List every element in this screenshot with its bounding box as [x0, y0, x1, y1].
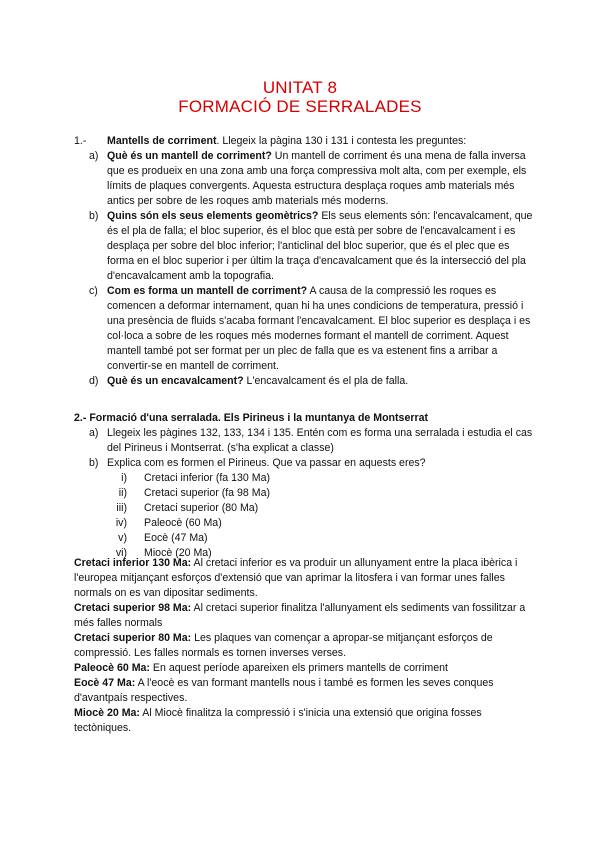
- period-text: Cretaci superior (fa 98 Ma): [144, 487, 270, 499]
- item-question: Quins són els seus elements geomètrics?: [107, 210, 319, 222]
- period-item: [74, 531, 534, 546]
- answers: [74, 556, 534, 736]
- question-1-heading: Mantells de corriment: [107, 135, 217, 147]
- question-2-number: 2.-: [74, 412, 87, 424]
- item-label: b): [89, 210, 99, 222]
- answer-label: Paleocè 60 Ma:: [74, 662, 150, 674]
- period-text: Miocè (20 Ma): [144, 547, 212, 559]
- answer-paragraph: [74, 661, 534, 676]
- item-label: a): [89, 427, 99, 439]
- answer-label: Eocè 47 Ma:: [74, 677, 136, 689]
- period-number: v): [118, 532, 127, 544]
- answer-text: Al cretaci inferior es va produir un allunyament entre la placa ibèrica i l'europea mitjançant esforços d'extensió que van aprimar la litosfera i van formar unes falles normals on es van dipositar sediments.: [74, 557, 518, 599]
- answer-text: A l'eocè es van formant mantells nous i també es formen les seves conques d'avantpaís respectives.: [74, 677, 494, 704]
- item-answer: Els seus elements són: l'encavalcament, que és el pla de falla; el bloc superior, és el bloc que està per sobre de l'encavalcament i es desplaça per sobre del bloc inferior; l'anticlinal del bloc superior, que és el plec que es forma en el bloc superior i per últim la traça d'encavalcament que és la intersecció del pla d'encavalcament amb la topografia.: [107, 210, 533, 282]
- period-number: iv): [115, 517, 127, 529]
- item-answer: A causa de la compressió les roques es comencen a deformar internament, quan hi ha unes condicions de temperatura, pressió i una presència de fluids s'acaba formant l'encavalcament. El bloc superior es desplaça i es col·loca a sobre de les roques més modernes formant el mantell de corriment. Aquest mantell també pot ser format per un plec de falla que es va estenent fins a arribar a convertir-se en mantell de corriment.: [107, 285, 531, 372]
- unit-subtitle: FORMACIÓ DE SERRALADES: [178, 97, 422, 116]
- question-1-header: [74, 134, 534, 149]
- question-1-number: 1.-: [74, 135, 87, 147]
- period-number: iii): [116, 502, 127, 514]
- period-text: Eocè (47 Ma): [144, 532, 208, 544]
- question-1-item-d: [74, 374, 534, 389]
- answer-label: Cretaci superior 80 Ma:: [74, 632, 192, 644]
- period-number: i): [121, 472, 127, 484]
- answer-paragraph: [74, 706, 534, 736]
- period-item: [74, 486, 534, 501]
- period-text: Cretaci inferior (fa 130 Ma): [144, 472, 270, 484]
- question-1-item-c: [74, 284, 534, 374]
- answer-paragraph: [74, 631, 534, 661]
- item-text: Llegeix les pàgines 132, 133, 134 i 135. Entén com es forma una serralada i estudia el cas del Pirineus i Montserrat. (s'ha explicat a classe): [107, 427, 533, 454]
- answer-label: Cretaci inferior 130 Ma:: [74, 557, 192, 569]
- question-1-item-a: [74, 149, 534, 209]
- answer-label: Miocè 20 Ma:: [74, 707, 140, 719]
- answer-paragraph: [74, 676, 534, 706]
- answer-text: Al cretaci superior finalitza l'allunyament els sediments van fossilitzar a més falles normals: [74, 602, 526, 629]
- question-1-intro: . Llegeix la pàgina 130 i 131 i contesta les preguntes:: [216, 135, 467, 147]
- question-2-item-b: [74, 456, 534, 471]
- period-text: Paleocè (60 Ma): [144, 517, 222, 529]
- period-item: [74, 501, 534, 516]
- item-text: Explica com es formen el Pirineus. Que va passar en aquests eres?: [107, 457, 426, 469]
- period-number: ii): [118, 487, 127, 499]
- answer-paragraph: [74, 556, 534, 601]
- answer-label: Cretaci superior 98 Ma:: [74, 602, 192, 614]
- answer-text: En aquest període apareixen els primers mantells de corriment: [149, 662, 448, 674]
- question-1: [74, 134, 534, 389]
- answer-text: Les plaques van començar a apropar-se mitjançant esforços de compressió. Les falles normals es tornen inverses verses.: [74, 632, 493, 659]
- question-2-item-a: [74, 426, 534, 456]
- item-answer: Un mantell de corriment és una mena de falla inversa que es produeix en una zona amb una força compressiva molt alta, com per exemple, els límits de plaques convergents. Aquesta estructura desplaça roques amb materials més antics per sobre de les roques amb materials més moderns.: [107, 150, 527, 207]
- item-label: b): [89, 457, 99, 469]
- period-item: [74, 516, 534, 531]
- unit-title: UNITAT 8: [262, 78, 338, 97]
- period-number: vi): [115, 547, 127, 559]
- question-2: [74, 411, 534, 561]
- item-label: d): [89, 375, 99, 387]
- item-question: Com es forma un mantell de corriment?: [107, 285, 308, 297]
- period-text: Cretaci superior (80 Ma): [144, 502, 259, 514]
- item-label: a): [89, 150, 99, 162]
- question-1-item-b: [74, 209, 534, 284]
- question-2-header: [74, 411, 534, 426]
- item-question: Què és un encavalcament?: [107, 375, 244, 387]
- period-item: [74, 471, 534, 486]
- answer-paragraph: [74, 601, 534, 631]
- item-question: Què és un mantell de corriment?: [107, 150, 272, 162]
- question-2-heading: Formació d'una serralada. Els Pirineus i la muntanya de Montserrat: [89, 412, 429, 424]
- answer-text: Al Miocè finalitza la compressió i s'inicia una extensió que origina fosses tectòniques.: [74, 707, 482, 734]
- item-label: c): [89, 285, 98, 297]
- item-answer: L'encavalcament és el pla de falla.: [243, 375, 409, 387]
